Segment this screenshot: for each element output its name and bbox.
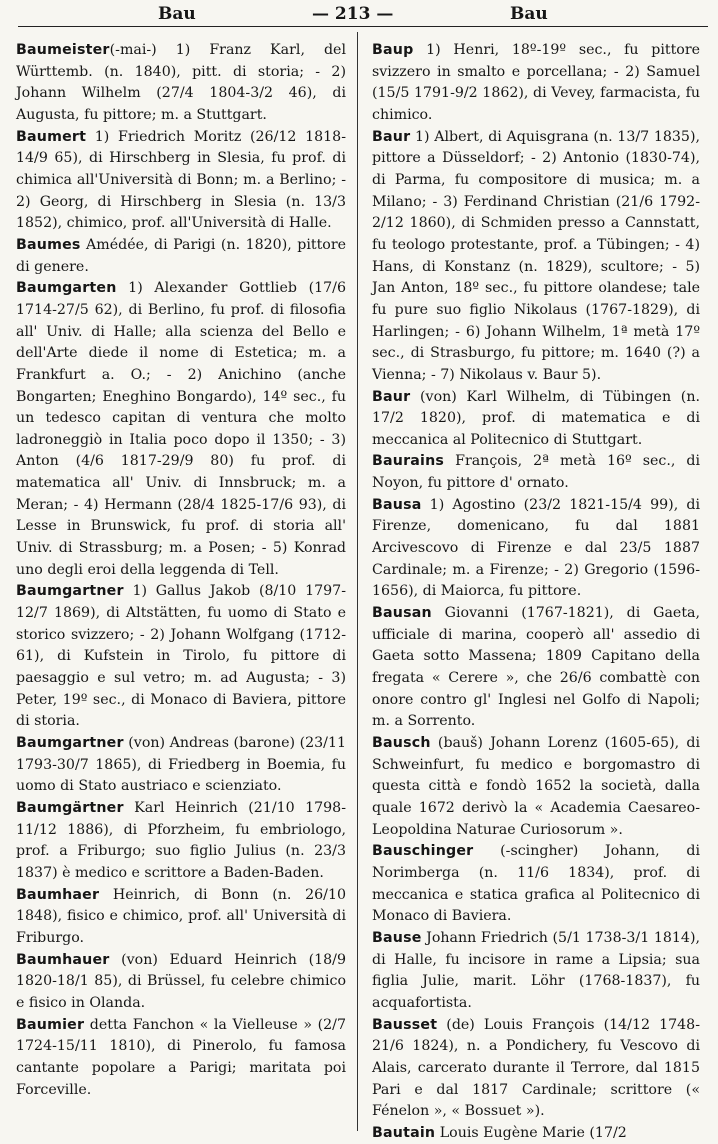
column-divider [357,32,358,1131]
entry-text: Johann Friedrich (5/1 1738-3/1 1814), di Halle, fu incisore in rame a Lipsia; sua figlia Julie, marit. Löhr (1768-1837), fu acquafortista. [372,929,700,1011]
headword: Baurains [372,453,445,470]
entry-text: Louis Eugène Marie (17/2 [435,1124,627,1141]
entry-text: 1) Gallus Jakob (8/10 1797-12/7 1869), di Altstätten, fu uomo di Stato e storico svizzero; - 2) Johann Wolfgang (1712-61), di Kufstein in Tirolo, fu pittore di paesaggio e sul vetro; m. ad Augusta; - 3) Peter, 19º sec., di Monaco di Baviera, pittore di storia. [16,583,346,730]
entry-text: (von) Andreas (barone) (23/11 1793-30/7 1865), di Friedberg in Boemia, fu uomo di Stato austriaco e scienziato. [16,735,346,795]
entry [16,885,346,950]
header-rule [18,26,708,27]
headword: Baumgarten [16,280,117,297]
entry [16,1015,346,1102]
entry-text: 1) Friedrich Moritz (26/12 1818-14/9 65), di Hirschberg in Slesia, fu prof. di chimica all'Università di Bonn; m. a Berlino; - 2) Georg, di Hirschberg in Slesia (n. 13/3 1852), chimico, prof. all'Università di Halle. [16,128,346,232]
entry [16,40,346,127]
entry-text: 1) Agostino (23/2 1821-15/4 99), di Firenze, domenicano, fu dal 1881 Arcivescovo di Firenze e dal 23/5 1887 Cardinale; m. a Firenze; - 2) Gregorio (1596-1656), di Maiorca, fu pittore. [372,496,700,600]
entry [16,278,346,581]
entry [16,127,346,235]
entry-text: (bauš) Johann Lorenz (1605-65), di Schweinfurt, fu medico e borgomastro di questa città e fondò 1652 la società, dalla quale 1672 derivò la « Academia Caesareo-Leopoldina Naturae Curiosorum ». [372,735,700,838]
page-header [0,0,718,34]
headword: Bauschinger [372,843,474,860]
entry [372,841,700,928]
entry [372,387,700,452]
entry-text: François, 2ª metà 16º sec., di Noyon, fu pittore d' ornato. [372,453,700,492]
entry-text: Amédée, di Parigi (n. 1820), pittore di genere. [16,236,346,275]
entry-text: (von) Karl Wilhelm, di Tübingen (n. 17/2 1820), prof. di matematica e di meccanica al Politecnico di Stuttgart. [372,388,700,448]
headword: Baumhaer [16,886,100,903]
headword: Bausset [372,1016,438,1033]
entry [16,235,346,278]
entry-text: detta Fanchon « la Vielleuse » (2/7 1724-15/11 1810), di Pinerolo, fu famosa cantante popolare a Parigi; maritata poi Forceville. [16,1016,346,1098]
entry [16,581,346,733]
headword: Baumhauer [16,951,110,968]
headword: Baumgartner [16,735,124,751]
entry-text: (-scingher) Johann, di Norimberga (n. 11/6 1834), prof. di meccanica e statica grafica al Politecnico di Monaco di Baviera. [372,843,700,925]
entry [372,495,700,603]
entry-text: (de) Louis François (14/12 1748-21/6 1824), n. a Pondichery, fu Vescovo di Alais, carcerato durante il Terrore, dal 1815 Pari e dal 1817 Cardinale; scrittore (« Fénelon », « Bossuet »). [372,1016,700,1120]
entry [372,40,700,127]
headword: Bausa [372,496,422,513]
headword: Baumert [16,128,87,145]
entry [372,1123,700,1144]
entry [372,733,700,841]
entry-text: 1) Henri, 18º-19º sec., fu pittore svizzero in smalto e porcellana; - 2) Samuel (15/5 1791-9/2 1862), di Vevey, farmacista, fu chimico. [372,42,700,123]
entry [16,950,346,1015]
entry [16,798,346,885]
headword: Baumes [16,236,81,253]
headword: Bautain [372,1124,436,1141]
entry [372,451,700,494]
entry-text: 1) Alexander Gottlieb (17/6 1714-27/5 62), di Berlino, fu prof. di filosofia all' Univ. di Halle; alla scienza del Bello e dell'Arte diede il nome di Estetica; m. a Frankfurt a. O.; - 2) Anichino (anche Bongarten; Eneghino Bongardo), 14º sec., fu un tedesco capitan di ventura che molto ladroneggiò in Italia poco dopo il 1350; - 3) Anton (4/6 1817-29/9 80) fu prof. di matematica all' Univ. di Innsbruck; m. a Meran; - 4) Hermann (28/4 1825-17/6 93), di Lesse in Brunswick, fu prof. di storia all' Univ. di Strassburg; m. a Posen; - 5) Konrad uno degli eroi della leggenda di Tell. [16,280,346,578]
headword: Baup [372,42,414,58]
entry-text: Giovanni (1767-1821), di Gaeta, ufficiale di marina, cooperò all' assedio di Gaeta sotto Massena; 1809 Capitano della fregata « Cerere », che 26/6 combattè con onore contro gl' Inglesi nel Golfo di Napoli; m. a Sorrento. [372,605,700,730]
entry-text: (-mai-) 1) Franz Karl, del Württemb. (n. 1840), pitt. di storia; - 2) Johann Wilhelm (27/4 1804-3/2 46), di Augusta, fu pittore; m. a Stuttgart. [16,42,346,123]
entry [372,928,700,1015]
entry [372,127,700,387]
headword: Bause [372,929,422,946]
headword: Baumgartner [16,583,124,600]
entry [372,603,700,733]
entry-text: Heinrich, di Bonn (n. 26/10 1848), fisico e chimico, prof. all' Università di Friburgo. [16,886,346,946]
headword: Baumgärtner [16,799,124,816]
header-left-keyword: Bau [158,4,196,24]
entry-text: Karl Heinrich (21/10 1798-11/12 1886), di Pforzheim, fu embriologo, prof. a Friburgo; suo figlio Julius (n. 23/3 1837) è medico e scrittore a Baden-Baden. [16,799,346,881]
left-column [16,40,346,1101]
headword: Bausch [372,735,431,751]
entry [16,733,346,798]
headword: Baur [372,388,411,405]
headword: Bausan [372,605,432,622]
headword: Baur [372,128,411,145]
headword: Baumier [16,1016,85,1033]
headword: Baumeister [16,42,110,58]
header-right-keyword: Bau [510,4,548,24]
entry-text: (von) Eduard Heinrich (18/9 1820-18/1 85), di Brüssel, fu celebre chimico e fisico in Olanda. [16,951,346,1011]
entry-text: 1) Albert, di Aquisgrana (n. 13/7 1835), pittore a Düsseldorf; - 2) Antonio (1830-74), di Parma, fu compositore di musica; m. a Milano; - 3) Ferdinand Christian (21/6 1792-2/12 1860), di Schmiden presso a Cannstatt, fu teologo protestante, prof. a Tübingen; - 4) Hans, di Konstanz (n. 1829), scultore; - 5) Jan Anton, 18º sec., fu pittore olandese; tale fu pure suo figlio Nikolaus (1767-1829), di Harlingen; - 6) Johann Wilhelm, 1ª metà 17º sec., di Strasburgo, fu pittore; m. 1640 (?) a Vienna; - 7) Nikolaus v. Baur 5). [372,128,700,383]
right-column [372,40,700,1144]
entry [372,1015,700,1123]
page-number: — 213 — [312,4,394,24]
